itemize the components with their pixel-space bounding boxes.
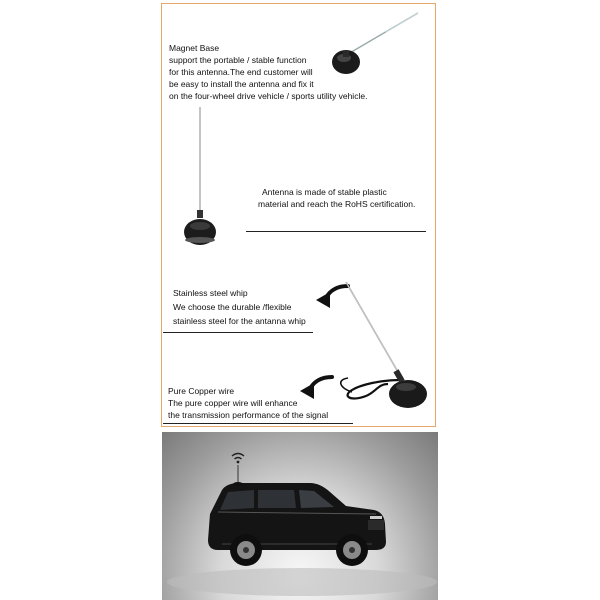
suv-vehicle-photo xyxy=(162,432,438,600)
wifi-signal-icon xyxy=(232,454,244,464)
magnet-base-line-1: support the portable / stable function xyxy=(169,55,307,65)
copper-line-2: the transmission performance of the signal xyxy=(168,410,329,420)
material-divider xyxy=(246,231,426,232)
curved-arrow-icon xyxy=(296,372,336,402)
whip-divider xyxy=(163,332,313,333)
material-line-2: material and reach the RoHS certification. xyxy=(258,199,416,209)
copper-line-1: The pure copper wire will enhance xyxy=(168,398,298,408)
whip-antenna-with-cable-image xyxy=(330,280,440,415)
magnet-base-line-2: for this antenna.The end customer will xyxy=(169,67,313,77)
suv-illustration xyxy=(162,432,438,600)
material-line-1: Antenna is made of stable plastic xyxy=(262,187,387,197)
magnet-base-antenna-image xyxy=(326,8,426,83)
vertical-antenna-image xyxy=(180,105,220,250)
magnet-base-line-4: on the four-wheel drive vehicle / sports utility vehicle. xyxy=(169,91,368,101)
copper-title: Pure Copper wire xyxy=(168,386,235,396)
copper-divider xyxy=(163,423,353,424)
magnet-base-title: Magnet Base xyxy=(169,43,220,53)
whip-line-1: We choose the durable /flexible xyxy=(173,302,292,312)
whip-line-2: stainless steel for the antanna whip xyxy=(173,316,306,326)
magnet-base-line-3: be easy to install the antenna and fix it xyxy=(169,79,314,89)
whip-title: Stainless steel whip xyxy=(173,288,248,298)
